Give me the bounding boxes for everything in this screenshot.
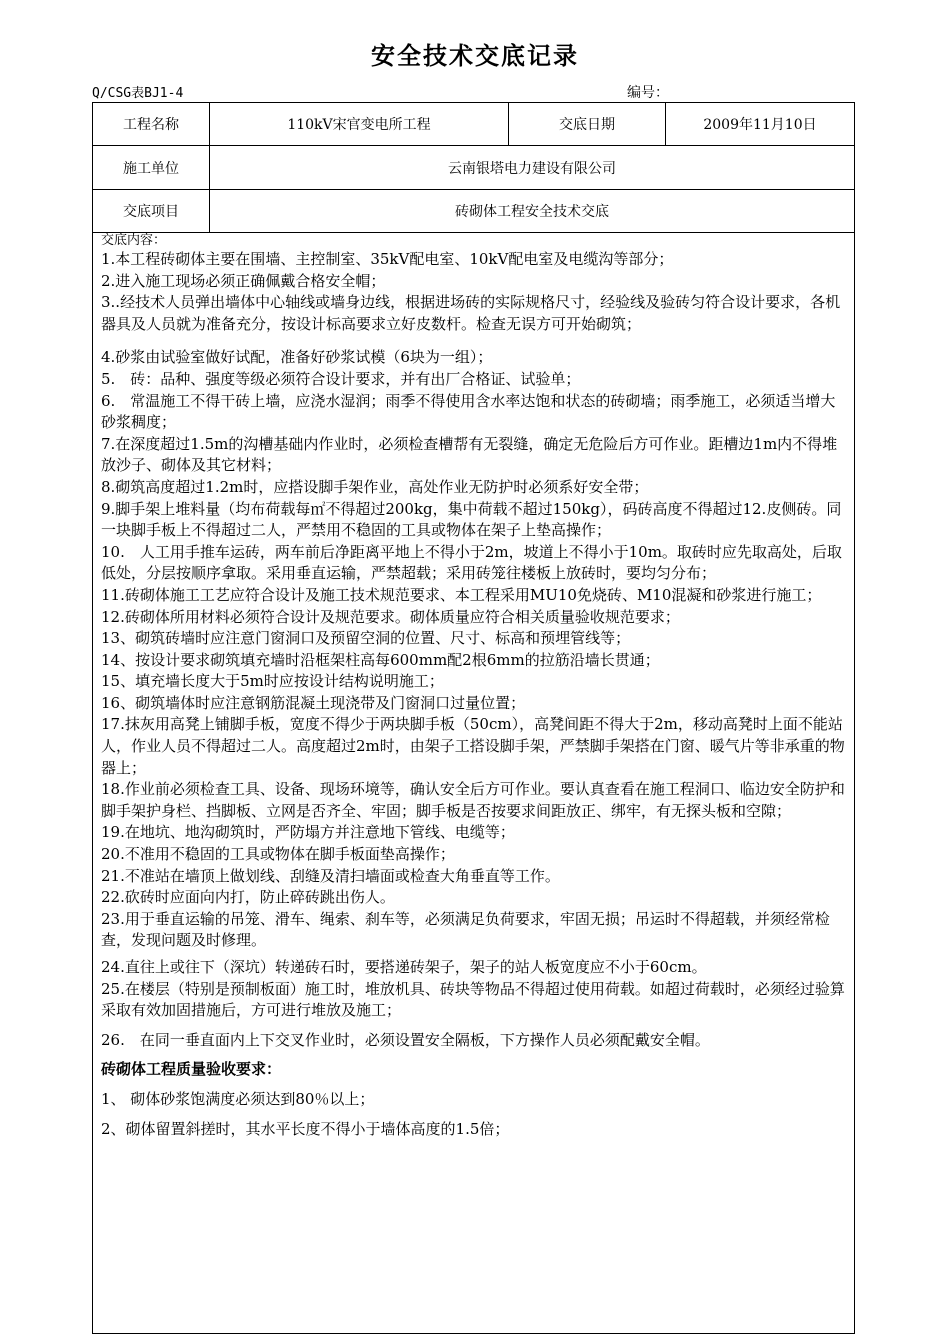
content-item: 22.砍砖时应面向内打，防止碎砖跳出伤人。	[101, 888, 395, 907]
content-item: 2.进入施工现场必须正确佩戴合格安全帽；	[101, 271, 386, 290]
quality-requirements-title: 砖砌体工程质量验收要求：	[101, 1060, 282, 1079]
content-item: 19.在地坑、地沟砌筑时，严防塌方并注意地下管线、电缆等；	[101, 823, 515, 842]
content-item: 24.直往上或往下（深坑）转递砖石时，要搭递砖架子，架子的站人板宽度应不小于60cm。	[101, 958, 707, 976]
content-item: 9.脚手架上堆料量（均布荷载每㎡不得超过200kg，集中荷载不超过150kg），码砖高度不得超过12.皮侧砖。同一块脚手板上不得超过二人，严禁用不稳固的工具或物体在架子上垫高操作；	[101, 499, 842, 540]
item-label: 交底项目	[93, 190, 210, 232]
content-item: 8.砌筑高度超过1.2m时，应搭设脚手架作业，高处作业无防护时必须系好安全带；	[101, 477, 649, 496]
serial-number-label: 编号：	[627, 85, 669, 101]
form-table	[92, 102, 855, 1334]
content-item: 6. 常温施工不得干砖上墙，应浇水湿润；雨季不得使用含水率达饱和状态的砖砌墙；雨季施工，必须适当增大砂浆稠度；	[101, 391, 836, 432]
date-label: 交底日期	[509, 103, 666, 145]
quality-item: 2、砌体留置斜搓时，其水平长度不得小于墙体高度的1.5倍；	[101, 1119, 510, 1138]
content-item: 11.砖砌体施工工艺应符合设计及施工技术规范要求、本工程采用MU10免烧砖、M10混凝和砂浆进行施工；	[101, 585, 822, 604]
content-item: 26. 在同一垂直面内上下交叉作业时，必须设置安全隔板，下方操作人员必须配戴安全帽。	[101, 1030, 710, 1049]
content-item: 13、砌筑砖墙时应注意门窗洞口及预留空洞的位置、尺寸、标高和预埋管线等；	[101, 629, 631, 648]
content-item: 3..经技术人员弹出墙体中心轴线或墙身边线，根据进场砖的实际规格尺寸，经验线及验砖匀符合设计要求，各机器具及人员就为准备充分，按设计标高要求立好皮数杆。检查无误方可开始砌筑；	[101, 293, 841, 333]
content-item: 21.不准站在墙顶上做划线、刮缝及清扫墙面或检查大角垂直等工作。	[101, 866, 560, 885]
content-item: 15、填充墙长度大于5m时应按设计结构说明施工；	[101, 672, 444, 691]
content-item: 12.砖砌体所用材料必须符合设计及规范要求。砌体质量应符合相关质量验收规范要求；	[101, 607, 680, 626]
item-value: 砖砌体工程安全技术交底	[455, 204, 609, 220]
content-item: 25.在楼层（特别是预制板面）施工时，堆放机具、砖块等物品不得超过使用荷载。如超过荷载时，必须经过验算采取有效加固措施后，方可进行堆放及施工；	[101, 979, 845, 1020]
content-item: 7.在深度超过1.5m的沟槽基础内作业时，必须检查槽帮有无裂缝，确定无危险后方可作业。距槽边1m内不得堆放沙子、砌体及其它材料；	[101, 434, 838, 475]
content-item: 18.作业前必须检查工具、设备、现场环境等，确认安全后方可作业。要认真查看在施工程洞口、临边安全防护和脚手架护身栏、挡脚板、立网是否齐全、牢固；脚手板是否按要求间距放正、绑牢，有无探头板和空隙；	[101, 780, 845, 820]
quality-item: 1、 砌体砂浆饱满度必须达到80％以上；	[101, 1089, 375, 1108]
unit-value: 云南银塔电力建设有限公司	[448, 160, 616, 177]
document-title: 安全技术交底记录	[371, 41, 579, 70]
disclosure-content	[101, 234, 849, 1140]
content-item: 23.用于垂直运输的吊笼、滑车、绳索、刹车等，必须满足负荷要求，牢固无损；吊运时不得超载，并须经常检查，发现问题及时修理。	[101, 909, 830, 950]
content-item: 14、按设计要求砌筑填充墙时沿框架柱高每600mm配2根6mm的拉筋沿墙长贯通；	[101, 650, 660, 669]
unit-label: 施工单位	[93, 146, 210, 189]
content-item: 10. 人工用手推车运砖，两车前后净距离平地上不得小于2m，坡道上不得小于10m。取砖时应先取高处，后取低处，分层按顺序拿取。采用垂直运输，严禁超载；采用砖笼往楼板上放砖时，要均匀分布；	[101, 542, 842, 583]
project-row	[93, 103, 854, 146]
project-label: 工程名称	[93, 103, 210, 145]
content-item: 4.砂浆由试验室做好试配，准备好砂浆试模（6块为一组）；	[101, 348, 493, 367]
unit-row	[93, 146, 854, 190]
form-code: Q/CSG表BJ1-4	[92, 86, 184, 101]
content-item: 20.不准用不稳固的工具或物体在脚手板面垫高操作；	[101, 845, 455, 864]
project-value: 110kV宋官变电所工程	[210, 103, 509, 145]
content-item: 17.抹灰用高凳上铺脚手板，宽度不得少于两块脚手板（50cm），高凳间距不得大于2m，移动高凳时上面不能站人，作业人员不得超过二人。高度超过2m时，由架子工搭设脚手架，严禁脚手架搭在门窗、暖气片等非承重的物器上；	[101, 715, 845, 777]
content-item: 5. 砖：品种、强度等级必须符合设计要求，并有出厂合格证、试验单；	[101, 369, 581, 388]
content-item: 1.本工程砖砌体主要在围墙、主控制室、35kV配电室、10kV配电室及电缆沟等部分；	[101, 250, 674, 268]
content-label: 交底内容：	[101, 233, 167, 248]
item-row	[93, 190, 854, 233]
content-item: 16、砌筑墙体时应注意钢筋混凝土现浇带及门窗洞口过量位置；	[101, 693, 526, 712]
date-value: 2009年11月10日	[703, 117, 817, 133]
